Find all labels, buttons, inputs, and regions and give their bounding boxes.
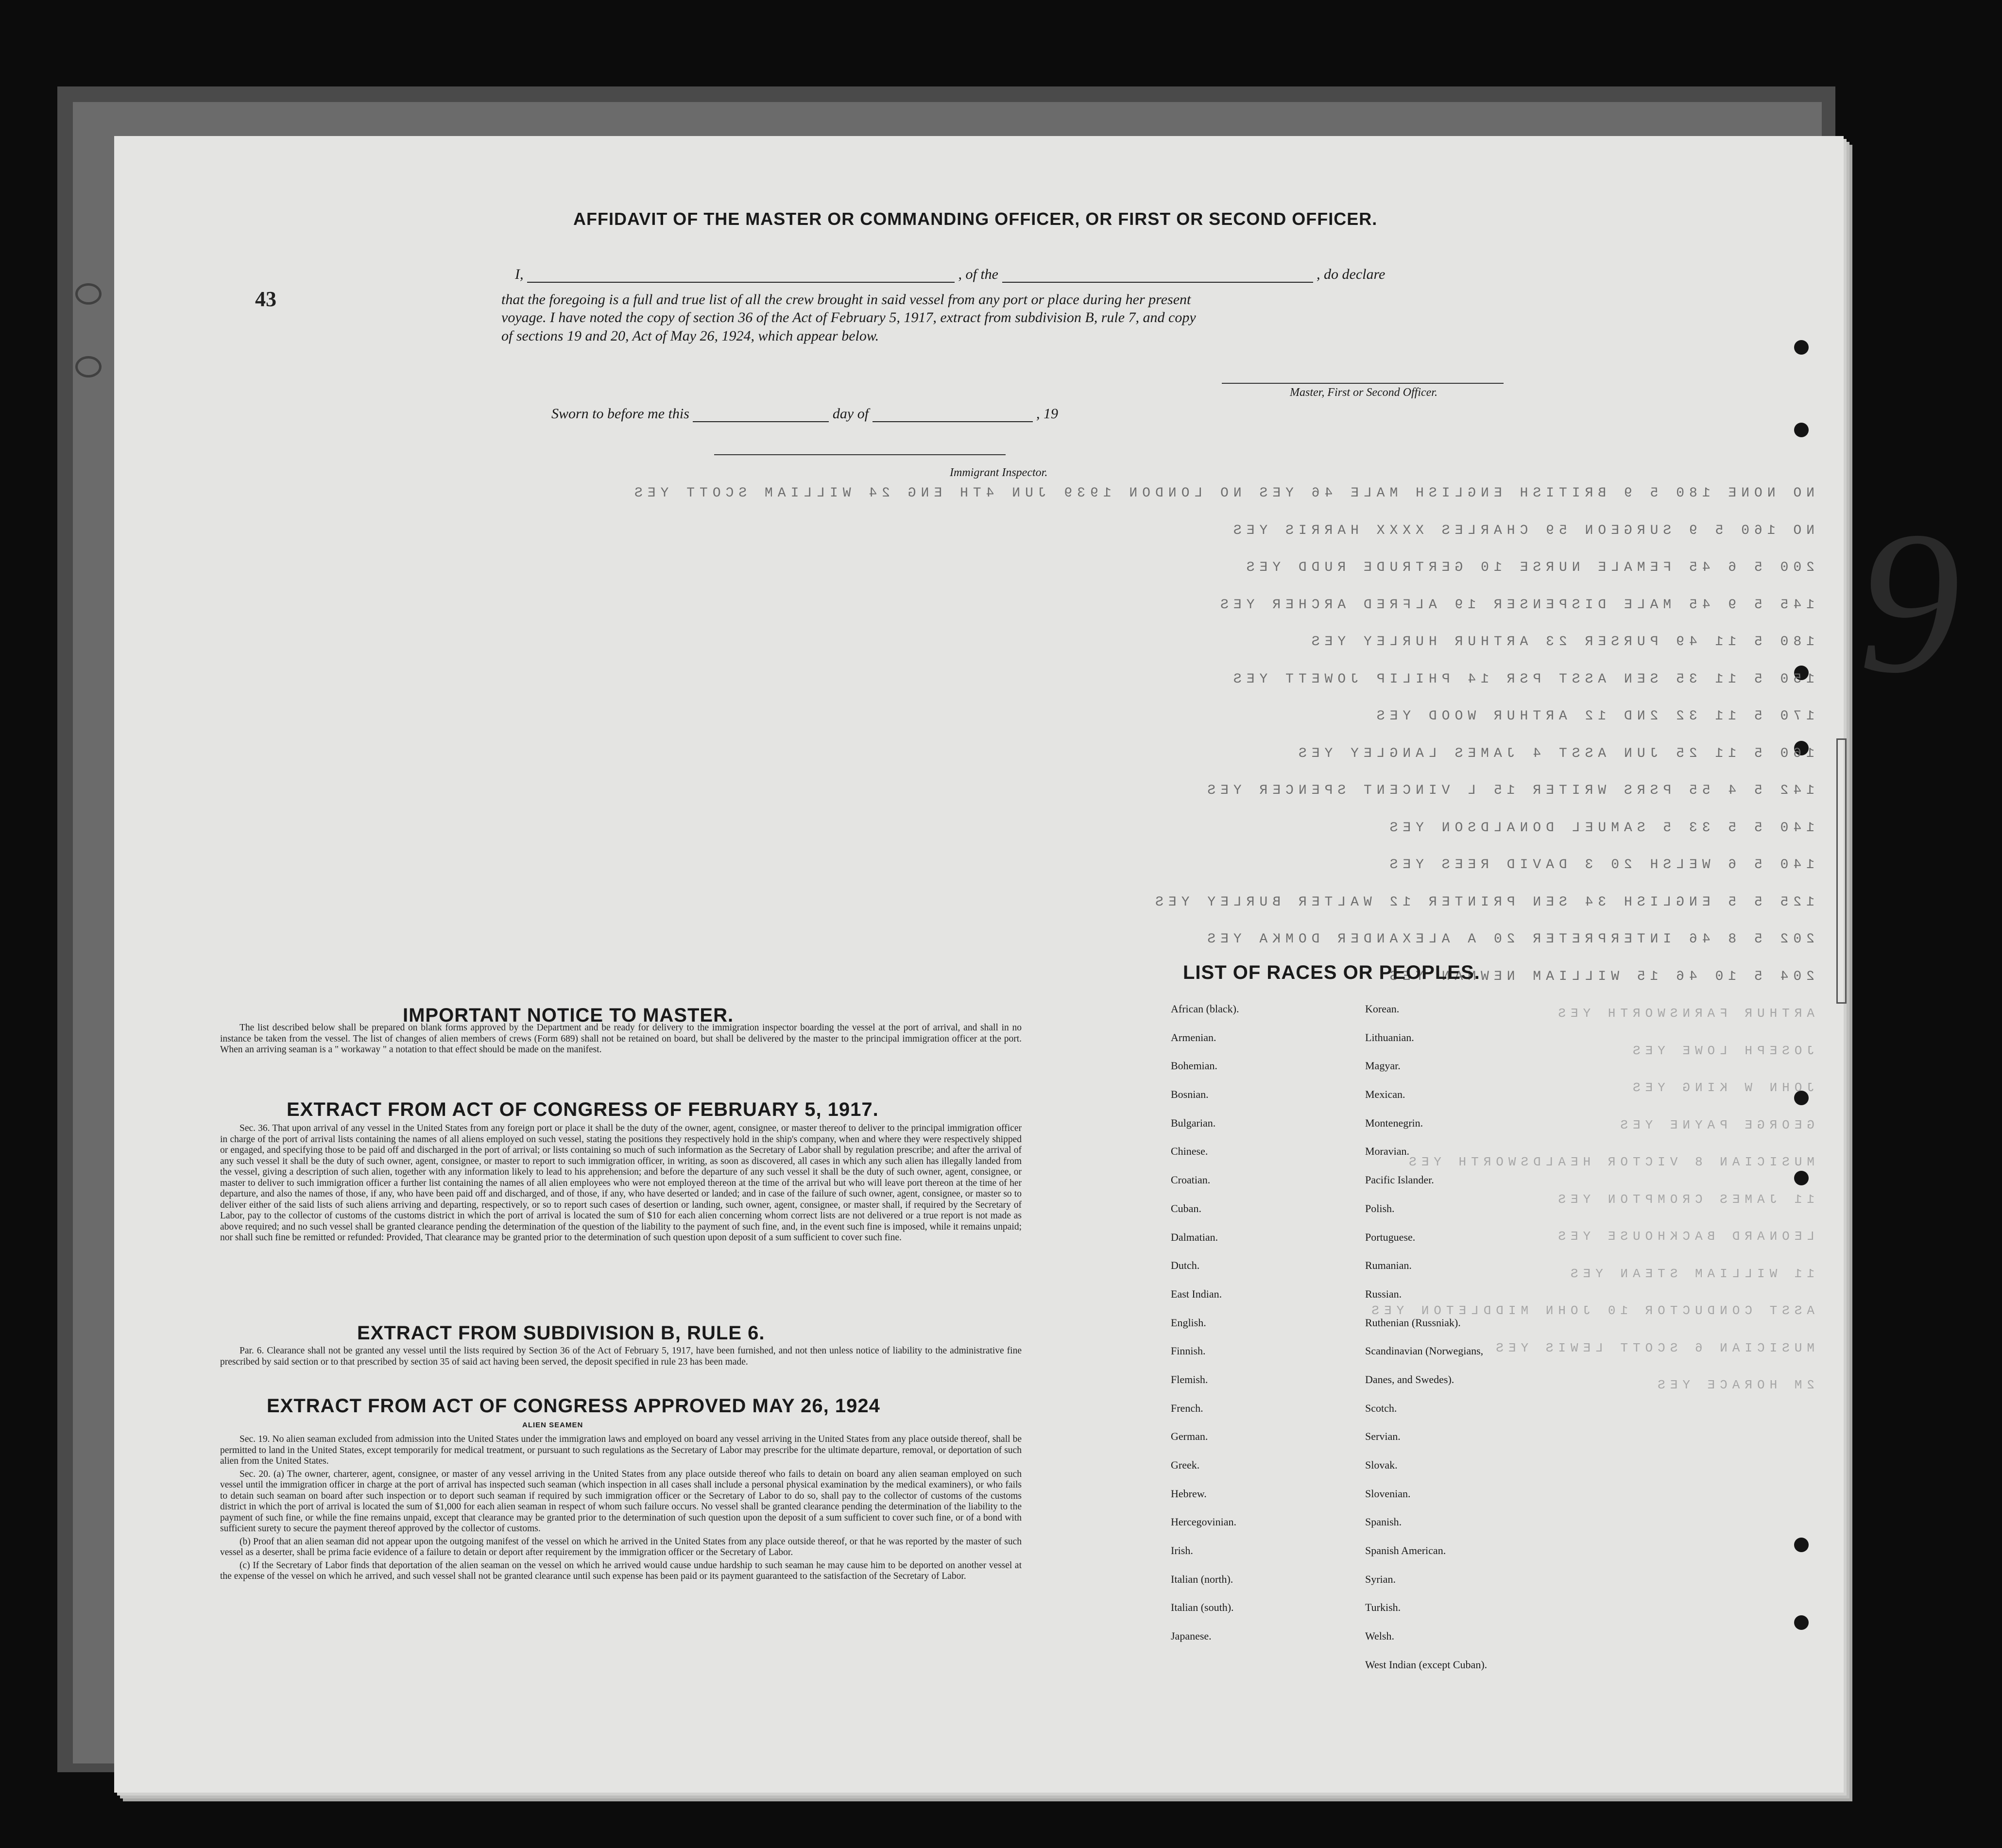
bleedthrough-row: 204 5 10 46 15 WILLIAM NEWMAN YES — [1385, 969, 1814, 984]
bleedthrough-row: NO 160 5 9 SURGEON 59 CHARLES XXXX HARRIS YES — [1228, 523, 1814, 538]
race-item: Finnish. — [1171, 1345, 1206, 1357]
races-left-column — [1171, 995, 1239, 1651]
binder-hole-icon — [1794, 1171, 1809, 1185]
affidavit-i-label: I, — [515, 266, 524, 282]
race-item: Portuguese. — [1365, 1231, 1416, 1243]
races-right-column — [1365, 995, 1487, 1679]
affidavit-line1 — [515, 266, 1385, 283]
race-item: Montenegrin. — [1365, 1116, 1423, 1129]
race-item: African (black). — [1171, 1003, 1239, 1015]
race-item: Hebrew. — [1171, 1487, 1207, 1500]
race-item: Cuban. — [1171, 1202, 1201, 1215]
race-item: Servian. — [1365, 1430, 1401, 1443]
bleedthrough-row: 11 JAMES CROMPTON YES — [1553, 1192, 1814, 1207]
subdivision-paragraph: Par. 6. Clearance shall not be granted any vessel until the lists required by Section 36 of the Act of February 5, 1917, have been furnished, and not then unless notice of liability to the administrative fine prescribed by said section or to that prescribed by section 35 of said act having been served, the deposit specified in rule 23 has been made. — [220, 1346, 1022, 1367]
bleedthrough-row: 202 5 8 46 INTERPRETER 20 A ALEXANDER DOMKA YES — [1202, 932, 1814, 947]
race-item: Welsh. — [1365, 1630, 1394, 1643]
race-item: Lithuanian. — [1365, 1031, 1414, 1044]
race-item: Danes, and Swedes). — [1365, 1373, 1454, 1386]
race-item: Russian. — [1365, 1287, 1402, 1300]
race-item: Armenian. — [1171, 1031, 1216, 1044]
sworn-day-label: day of — [832, 406, 869, 422]
subdivision-text — [220, 1346, 1022, 1369]
bleedthrough-row: 200 5 6 45 FEMALE NURSE 10 GERTRUDE RUDD YES — [1241, 560, 1814, 575]
notice-paragraph: The list described below shall be prepared on blank forms approved by the Department and be ready for delivery to the immigration inspector boarding the vessel at the port of arrival, and shall in no instance be taken from the vessel. The list of changes of alien members of crews (Form 689) shall not be retained on board, but shall be delivered by the master to the principal immigration officer at the port. When an arriving seaman is a " workaway " a notation to that effect should be made on the manifest. — [220, 1023, 1022, 1055]
race-item: Slovenian. — [1365, 1487, 1411, 1500]
handwritten-page-number: 9 — [1858, 489, 1960, 715]
bleedthrough-row: 180 5 11 49 PURSER 23 ARTHUR HURLEY YES — [1306, 634, 1814, 650]
extract-1924-subtitle: ALIEN SEAMEN — [522, 1421, 583, 1429]
binder-ring-icon — [75, 283, 102, 305]
bleedthrough-row: 170 5 11 32 2ND 12 ARTHUR WOOD YES — [1371, 709, 1814, 724]
affidavit-of-the-label: , of the — [958, 266, 998, 282]
master-signature-label: Master, First or Second Officer. — [1290, 386, 1437, 399]
extract-1924-title: EXTRACT FROM ACT OF CONGRESS APPROVED MAY 26, 1924 — [267, 1395, 880, 1417]
race-item: Hercegovinian. — [1171, 1516, 1236, 1528]
bleedthrough-row: 150 5 11 35 SEN ASST PSR 14 PHILIP JOWETT YES — [1228, 671, 1814, 687]
race-item: East Indian. — [1171, 1287, 1222, 1300]
bleedthrough-row: LEONARD BACKHOUSE YES — [1553, 1229, 1814, 1244]
binder-hole-icon — [1794, 1615, 1809, 1630]
race-item: Scandinavian (Norwegians, — [1365, 1345, 1484, 1357]
sec20c-paragraph: (c) If the Secretary of Labor finds that deportation of the alien seaman on the vessel on which he arrived would cause undue hardship to such seaman he may cause him to be deported on another vessel at the expense of the vessel on which he arrived, and such vessel shall not be granted clearance until such expense has been paid or its payment guaranteed to the satisfaction of the Secretary of Labor. — [220, 1560, 1022, 1581]
bleedthrough-row: 125 5 5 ENGLISH 34 SEN PRINTER 12 WALTER BURLEY YES — [1150, 894, 1814, 910]
bleedthrough-row: 11 WILLIAM STEAN YES — [1565, 1266, 1814, 1281]
sworn-line — [551, 406, 1058, 422]
bleedthrough-row: 140 5 5 33 5 SAMUEL DONALDSON YES — [1385, 820, 1814, 836]
bleedthrough-row: 145 5 9 45 MALE DISPENSER 19 ALFRED ARCHER YES — [1215, 597, 1814, 613]
race-item: Mexican. — [1365, 1088, 1405, 1101]
race-item: Slovak. — [1365, 1459, 1398, 1471]
race-item: Magyar. — [1365, 1060, 1401, 1072]
binder-hole-icon — [1794, 1538, 1809, 1552]
race-item: Korean. — [1365, 1003, 1400, 1015]
race-item: West Indian (except Cuban). — [1365, 1658, 1488, 1671]
race-item: Moravian. — [1365, 1145, 1410, 1158]
affidavit-line3: voyage. I have noted the copy of section 36 of the Act of February 5, 1917, extract from subdivision B, rule 7, and copy — [501, 309, 1196, 325]
affidavit-line2: that the foregoing is a full and true list of all the crew brought in said vessel from any port or place during her present — [501, 291, 1191, 308]
races-title: LIST OF RACES OR PEOPLES. — [1183, 962, 1480, 983]
race-item: French. — [1171, 1402, 1203, 1414]
manifest-sheet — [114, 136, 1960, 1793]
sec20b-paragraph: (b) Proof that an alien seaman did not appear upon the outgoing manifest of the vessel on which he arrived in the United States from any place outside thereof, or that he was reported by the master of such vessel as a deserter, shall be prima facie evidence of a failure to detain or deport after requirement by the immigration officer or the Secretary of Labor. — [220, 1536, 1022, 1557]
sec20a-paragraph: Sec. 20. (a) The owner, charterer, agent, consignee, or master of any vessel arriving in the United States from any place outside thereof who fails to detain on board any alien seaman employed on such vessel until the immigration officer in charge at the port of arrival has inspected such seaman (which inspection in all cases shall include a personal physical examination by the medical examiners), or who fails to detain such seaman on board after such inspection or to deport such seaman if required by such immigration officer or the Secretary of Labor to do so, shall pay to the collector of customs of the customs district in which the port of arrival is located the sum of $1,000 for each alien seaman in respect of whom such failure occurs. No vessel shall be granted clearance pending the determination of the liability to the payment of such fine, or while the fine remains unpaid, except that clearance may be granted prior to the determination of such question upon the deposit of a sum sufficient to cover such fine, or of a bond with sufficient surety to secure the payment thereof approved by the collector of customs. — [220, 1469, 1022, 1534]
inspector-signature-line[interactable] — [714, 454, 1006, 455]
race-item: Syrian. — [1365, 1573, 1396, 1585]
extract-1917-text — [220, 1123, 1022, 1246]
notice-text — [220, 1023, 1022, 1058]
race-item: Ruthenian (Russniak). — [1365, 1316, 1461, 1329]
race-item: Dalmatian. — [1171, 1231, 1218, 1243]
race-item: Greek. — [1171, 1459, 1200, 1471]
race-item: Pacific Islander. — [1365, 1174, 1434, 1186]
bleedthrough-row: MUSICIAN 6 SCOTT LEWIS YES — [1491, 1340, 1814, 1355]
binder-hole-icon — [1794, 340, 1809, 355]
inspector-label: Immigrant Inspector. — [950, 466, 1048, 479]
bleedthrough-row: GEORGE PAYNE YES — [1615, 1117, 1814, 1132]
race-item: Bulgarian. — [1171, 1116, 1216, 1129]
race-item: Spanish. — [1365, 1516, 1402, 1528]
sworn-prefix: Sworn to before me this — [551, 406, 689, 422]
vessel-name-blank[interactable] — [1002, 282, 1313, 283]
bleedthrough-row: 140 5 6 WELSH 20 3 DAVID REES YES — [1385, 857, 1814, 873]
extract-1917-paragraph: Sec. 36. That upon arrival of any vessel in the United States from any foreign port or place it shall be the duty of the owner, agent, consignee, or master thereof to deliver to the principal immigration officer in charge of the port of arrival lists containing the names of all aliens employed on such vessel, stating the positions they respectively hold in the ship's company, when and where they were respectively shipped or engaged, and specifying those to be paid off and discharged in the port of arrival; or lists containing so much of such information as the Secretary of Labor shall by regulation prescribe; and after the arrival of any such vessel it shall be the duty of such owner, agent, consignee, or master to report to such immigration officer, in writing, as soon as discovered, all cases in which any such alien has illegally landed from the vessel, giving a description of such alien, together with any information likely to lead to his apprehension; and before the departure of any such vessel it shall be the duty of such owner, agent, consignee, or master to deliver to such immigration officer a further list containing the names of all alien employees who were not employed thereon at the time of the arrival but who will leave port thereon at the time of her departure, and also the names of those, if any, who have been paid off and discharged, and of those, if any, who have deserted or landed; and in case of the failure of such owner, agent, consignee, or master so to deliver either of the said lists of such aliens arriving and departing, respectively, or so to report such cases of desertion or landing, such owner, agent, consignee, or master shall, if required by the Secretary of Labor, pay to the collector of customs of the customs district in which the port of arrival is located the sum of $10 for each alien concerning whom correct lists are not delivered or a true report is not made as above required; and no such vessel shall be granted clearance pending the determination of the question of the liability to the payment of such fine, and, in the event such fine is imposed, while it remains unpaid; nor shall such fine be remitted or refunded: Provided, That clearance may be granted prior to the determination of such question upon deposit of a sum sufficient to cover such fine. — [220, 1123, 1022, 1243]
bleedthrough-row: JOSEPH LOWE YES — [1627, 1043, 1814, 1058]
race-item: English. — [1171, 1316, 1206, 1329]
bleedthrough-row: 142 5 4 55 PSRS WRITER 15 L VINCENT SPENCER YES — [1202, 783, 1814, 798]
binder-ring-icon — [75, 356, 102, 377]
subdivision-title: EXTRACT FROM SUBDIVISION B, RULE 6. — [357, 1322, 765, 1344]
master-signature-line[interactable] — [1222, 383, 1504, 384]
race-item: Dutch. — [1171, 1259, 1200, 1272]
race-item: Scotch. — [1365, 1402, 1397, 1414]
bleedthrough-row: JOHN W KING YES — [1627, 1080, 1814, 1095]
affidavit-title: AFFIDAVIT OF THE MASTER OR COMMANDING OFFICER, OR FIRST OR SECOND OFFICER. — [573, 209, 1378, 229]
sec19-paragraph: Sec. 19. No alien seaman excluded from admission into the United States under the immigration laws and employed on board any vessel arriving in the United States from any place outside thereof, shall be permitted to land in the United States, except temporarily for medical treatment, or pursuant to such regulations as the Secretary of Labor may prescribe for the ultimate departure, removal, or deportation of such alien from the United States. — [220, 1434, 1022, 1466]
bleedthrough-row: ARTHUR FARNSWORTH YES — [1553, 1006, 1814, 1021]
race-item: Croatian. — [1171, 1174, 1211, 1186]
race-item: Japanese. — [1171, 1630, 1212, 1643]
affidavit-declare-label: , do declare — [1317, 266, 1386, 282]
bleedthrough-row: ASST CONDUCTOR 10 JOHN MIDDLETON YES — [1367, 1303, 1814, 1318]
race-item: Turkish. — [1365, 1601, 1401, 1614]
race-item: Italian (south). — [1171, 1601, 1234, 1614]
race-item: German. — [1171, 1430, 1208, 1443]
affidavit-line4: of sections 19 and 20, Act of May 26, 1924, which appear below. — [501, 328, 879, 344]
bleedthrough-row: MUSICIAN 8 VICTOR HEALDSWORTH YES — [1404, 1155, 1814, 1169]
race-item: Rumanian. — [1365, 1259, 1412, 1272]
extract-1917-title: EXTRACT FROM ACT OF CONGRESS OF FEBRUARY 5, 1917. — [287, 1099, 879, 1120]
race-item: Polish. — [1365, 1202, 1395, 1215]
race-item: Italian (north). — [1171, 1573, 1233, 1585]
race-item: Bohemian. — [1171, 1060, 1217, 1072]
page-tab — [1836, 738, 1847, 1004]
bleedthrough-row: 2M HORACE YES — [1653, 1378, 1814, 1392]
sworn-month-blank[interactable] — [873, 421, 1033, 422]
corner-mark: 43 — [255, 287, 276, 311]
race-item: Chinese. — [1171, 1145, 1208, 1158]
binder-hole-icon — [1794, 423, 1809, 437]
sworn-year-label: , 19 — [1036, 406, 1059, 422]
race-item: Irish. — [1171, 1544, 1193, 1557]
bleedthrough-row: NO NONE 180 5 9 BRITISH ENGLISH MALE 46 YES NO LONDON 1939 JUN 4TH ENG 24 WILLIAM SCOTT YES — [629, 486, 1814, 501]
race-item: Spanish American. — [1365, 1544, 1446, 1557]
bleedthrough-row: 160 5 11 25 JUN ASST 4 JAMES LANGLEY YES — [1293, 746, 1814, 761]
officer-name-blank[interactable] — [527, 282, 955, 283]
sworn-day-blank[interactable] — [693, 421, 829, 422]
extract-1924-text — [220, 1434, 1022, 1584]
race-item: Flemish. — [1171, 1373, 1208, 1386]
notice-title: IMPORTANT NOTICE TO MASTER. — [403, 1005, 734, 1026]
race-item: Bosnian. — [1171, 1088, 1209, 1101]
